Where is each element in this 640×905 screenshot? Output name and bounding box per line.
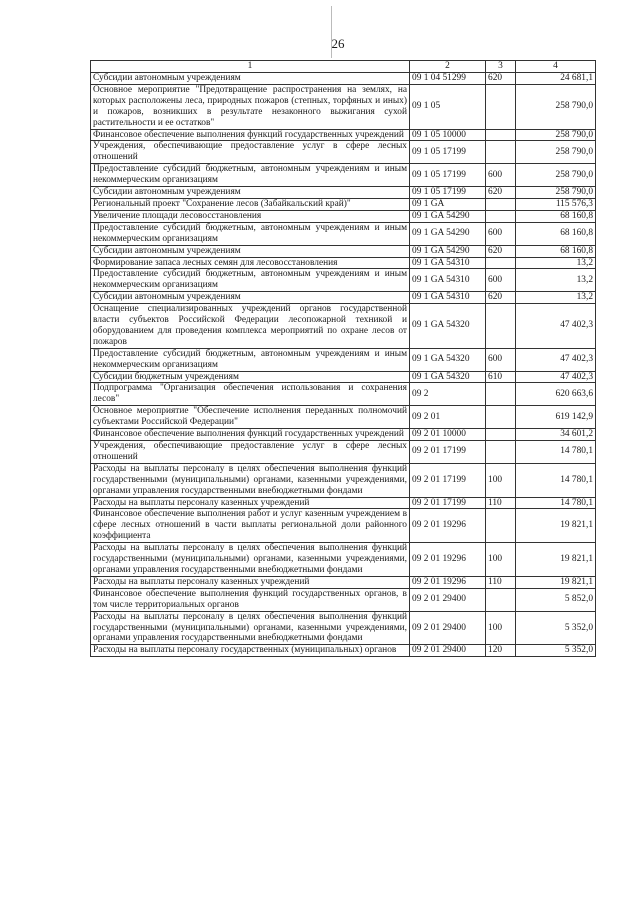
row-code: 09 1 GA 54310 [410,292,486,304]
table-row [91,187,596,199]
table-row [91,463,596,497]
row-name: Предоставление субсидий бюджетным, автономным учреждениям и иным некоммерческим организациям [91,164,410,187]
row-name: Предоставление субсидий бюджетным, автономным учреждениям и иным некоммерческим организациям [91,222,410,245]
row-expense-type [486,429,516,441]
row-code: 09 2 01 17199 [410,441,486,464]
row-expense-type: 100 [486,611,516,645]
row-name: Субсидии автономным учреждениям [91,187,410,199]
table-row [91,588,596,611]
table-row [91,348,596,371]
row-name: Расходы на выплаты персоналу в целях обеспечения выполнения функций государственными (муниципальными) органами, казенными учреждениями, органами управления государственными внебюджетными фондами [91,611,410,645]
header-col-sum: 4 [516,61,596,73]
row-code: 09 2 01 [410,406,486,429]
table-row [91,292,596,304]
row-amount: 258 790,0 [516,187,596,199]
row-expense-type: 100 [486,543,516,577]
row-expense-type: 600 [486,164,516,187]
table-row [91,304,596,349]
row-code: 09 2 01 19296 [410,576,486,588]
row-amount: 620 663,6 [516,383,596,406]
table-row [91,576,596,588]
row-code: 09 1 GA [410,198,486,210]
row-name: Финансовое обеспечение выполнения функций государственных учреждений [91,129,410,141]
row-expense-type [486,129,516,141]
row-name: Субсидии бюджетным учреждениям [91,371,410,383]
row-expense-type [486,588,516,611]
row-code: 09 1 GA 54310 [410,269,486,292]
header-col-name: 1 [91,61,410,73]
row-amount: 5 852,0 [516,588,596,611]
table-row [91,210,596,222]
row-code: 09 1 04 51299 [410,73,486,85]
row-code: 09 1 GA 54290 [410,222,486,245]
table-row [91,257,596,269]
page-number: 26 [331,36,345,51]
row-code: 09 1 05 10000 [410,129,486,141]
row-amount: 258 790,0 [516,141,596,164]
row-expense-type [486,441,516,464]
table-row [91,269,596,292]
row-name: Формирование запаса лесных семян для лесовосстановления [91,257,410,269]
row-code: 09 1 GA 54320 [410,304,486,349]
row-amount: 14 780,1 [516,441,596,464]
row-code: 09 2 01 19296 [410,543,486,577]
header-col-code: 2 [410,61,486,73]
row-expense-type [486,210,516,222]
row-code: 09 1 05 [410,84,486,129]
table-row [91,73,596,85]
row-expense-type: 120 [486,645,516,657]
row-code: 09 2 [410,383,486,406]
table-header-row [91,61,596,73]
row-code: 09 2 01 17199 [410,497,486,509]
row-name: Оснащение специализированных учреждений органов государственной власти субъектов Российской Федерации лесопожарной техникой и оборудованием для проведения комплекса мероприятий по охране лесов от пожаров [91,304,410,349]
row-amount: 258 790,0 [516,129,596,141]
row-expense-type [486,383,516,406]
row-amount: 34 601,2 [516,429,596,441]
row-amount: 258 790,0 [516,164,596,187]
row-amount: 24 681,1 [516,73,596,85]
row-expense-type [486,257,516,269]
row-amount: 13,2 [516,269,596,292]
row-expense-type [486,141,516,164]
row-name: Расходы на выплаты персоналу государственных (муниципальных) органов [91,645,410,657]
row-expense-type: 110 [486,497,516,509]
row-name: Расходы на выплаты персоналу казенных учреждений [91,576,410,588]
table-row [91,371,596,383]
row-code: 09 1 05 17199 [410,164,486,187]
row-expense-type [486,509,516,543]
row-name: Увеличение площади лесовосстановления [91,210,410,222]
row-expense-type: 600 [486,222,516,245]
row-expense-type: 110 [486,576,516,588]
row-expense-type: 620 [486,187,516,199]
table-row [91,383,596,406]
row-code: 09 1 05 17199 [410,141,486,164]
row-amount: 13,2 [516,292,596,304]
table-row [91,543,596,577]
table-row [91,198,596,210]
row-expense-type [486,198,516,210]
row-amount: 47 402,3 [516,348,596,371]
row-expense-type: 620 [486,73,516,85]
row-expense-type: 610 [486,371,516,383]
row-code: 09 2 01 29400 [410,588,486,611]
row-name: Расходы на выплаты персоналу казенных учреждений [91,497,410,509]
row-code: 09 2 01 29400 [410,645,486,657]
row-name: Предоставление субсидий бюджетным, автономным учреждениям и иным некоммерческим организациям [91,269,410,292]
row-amount: 14 780,1 [516,463,596,497]
row-amount: 68 160,8 [516,222,596,245]
row-amount: 5 352,0 [516,611,596,645]
row-amount: 47 402,3 [516,304,596,349]
row-code: 09 2 01 10000 [410,429,486,441]
row-name: Расходы на выплаты персоналу в целях обеспечения выполнения функций государственными (муниципальными) органами, казенными учреждениями, органами управления государственными внебюджетными фондами [91,463,410,497]
table-row [91,497,596,509]
budget-table [90,60,596,657]
row-expense-type: 620 [486,292,516,304]
table-row [91,441,596,464]
row-expense-type [486,84,516,129]
row-name: Региональный проект "Сохранение лесов (Забайкальский край)" [91,198,410,210]
row-amount: 19 821,1 [516,509,596,543]
row-amount: 68 160,8 [516,210,596,222]
row-expense-type [486,406,516,429]
row-amount: 5 352,0 [516,645,596,657]
row-amount: 13,2 [516,257,596,269]
row-amount: 19 821,1 [516,543,596,577]
row-name: Субсидии автономным учреждениям [91,292,410,304]
row-expense-type [486,304,516,349]
row-name: Финансовое обеспечение выполнения работ и услуг казенным учреждением в сфере лесных отношений в части выплаты региональной доли районного коэффициента [91,509,410,543]
row-code: 09 1 GA 54310 [410,257,486,269]
table-row [91,245,596,257]
row-name: Учреждения, обеспечивающие предоставление услуг в сфере лесных отношений [91,141,410,164]
row-code: 09 2 01 19296 [410,509,486,543]
table-row [91,222,596,245]
row-amount: 115 576,3 [516,198,596,210]
row-expense-type: 600 [486,348,516,371]
table-row [91,84,596,129]
table-row [91,611,596,645]
row-name: Основное мероприятие "Обеспечение исполнения переданных полномочий субъектами Российской Федерации" [91,406,410,429]
row-expense-type: 600 [486,269,516,292]
table-row [91,129,596,141]
row-name: Подпрограмма "Организация обеспечения использования и сохранения лесов" [91,383,410,406]
row-amount: 258 790,0 [516,84,596,129]
table-row [91,406,596,429]
table-row [91,164,596,187]
row-code: 09 1 GA 54320 [410,348,486,371]
row-name: Расходы на выплаты персоналу в целях обеспечения выполнения функций государственными (муниципальными) органами, казенными учреждениями, органами управления государственными внебюджетными фондами [91,543,410,577]
row-name: Основное мероприятие "Предотвращение распространения на землях, на которых расположены леса, природных пожаров (степных, торфяных и иных) и пожаров, возникших в результате незаконного выжигания сухой растительности и ее остатков" [91,84,410,129]
table-row [91,509,596,543]
row-name: Субсидии автономным учреждениям [91,245,410,257]
row-amount: 619 142,9 [516,406,596,429]
row-amount: 47 402,3 [516,371,596,383]
row-expense-type: 620 [486,245,516,257]
row-name: Финансовое обеспечение выполнения функций государственных учреждений [91,429,410,441]
row-name: Учреждения, обеспечивающие предоставление услуг в сфере лесных отношений [91,441,410,464]
row-amount: 19 821,1 [516,576,596,588]
row-code: 09 1 GA 54290 [410,245,486,257]
header-col-vr: 3 [486,61,516,73]
row-code: 09 2 01 17199 [410,463,486,497]
row-code: 09 1 05 17199 [410,187,486,199]
table-row [91,429,596,441]
row-amount: 68 160,8 [516,245,596,257]
row-amount: 14 780,1 [516,497,596,509]
row-name: Предоставление субсидий бюджетным, автономным учреждениям и иным некоммерческим организациям [91,348,410,371]
table-row [91,645,596,657]
row-expense-type: 100 [486,463,516,497]
row-code: 09 2 01 29400 [410,611,486,645]
row-name: Субсидии автономным учреждениям [91,73,410,85]
row-code: 09 1 GA 54290 [410,210,486,222]
row-name: Финансовое обеспечение выполнения функций государственных органов, в том числе территориальных органов [91,588,410,611]
row-code: 09 1 GA 54320 [410,371,486,383]
table-row [91,141,596,164]
